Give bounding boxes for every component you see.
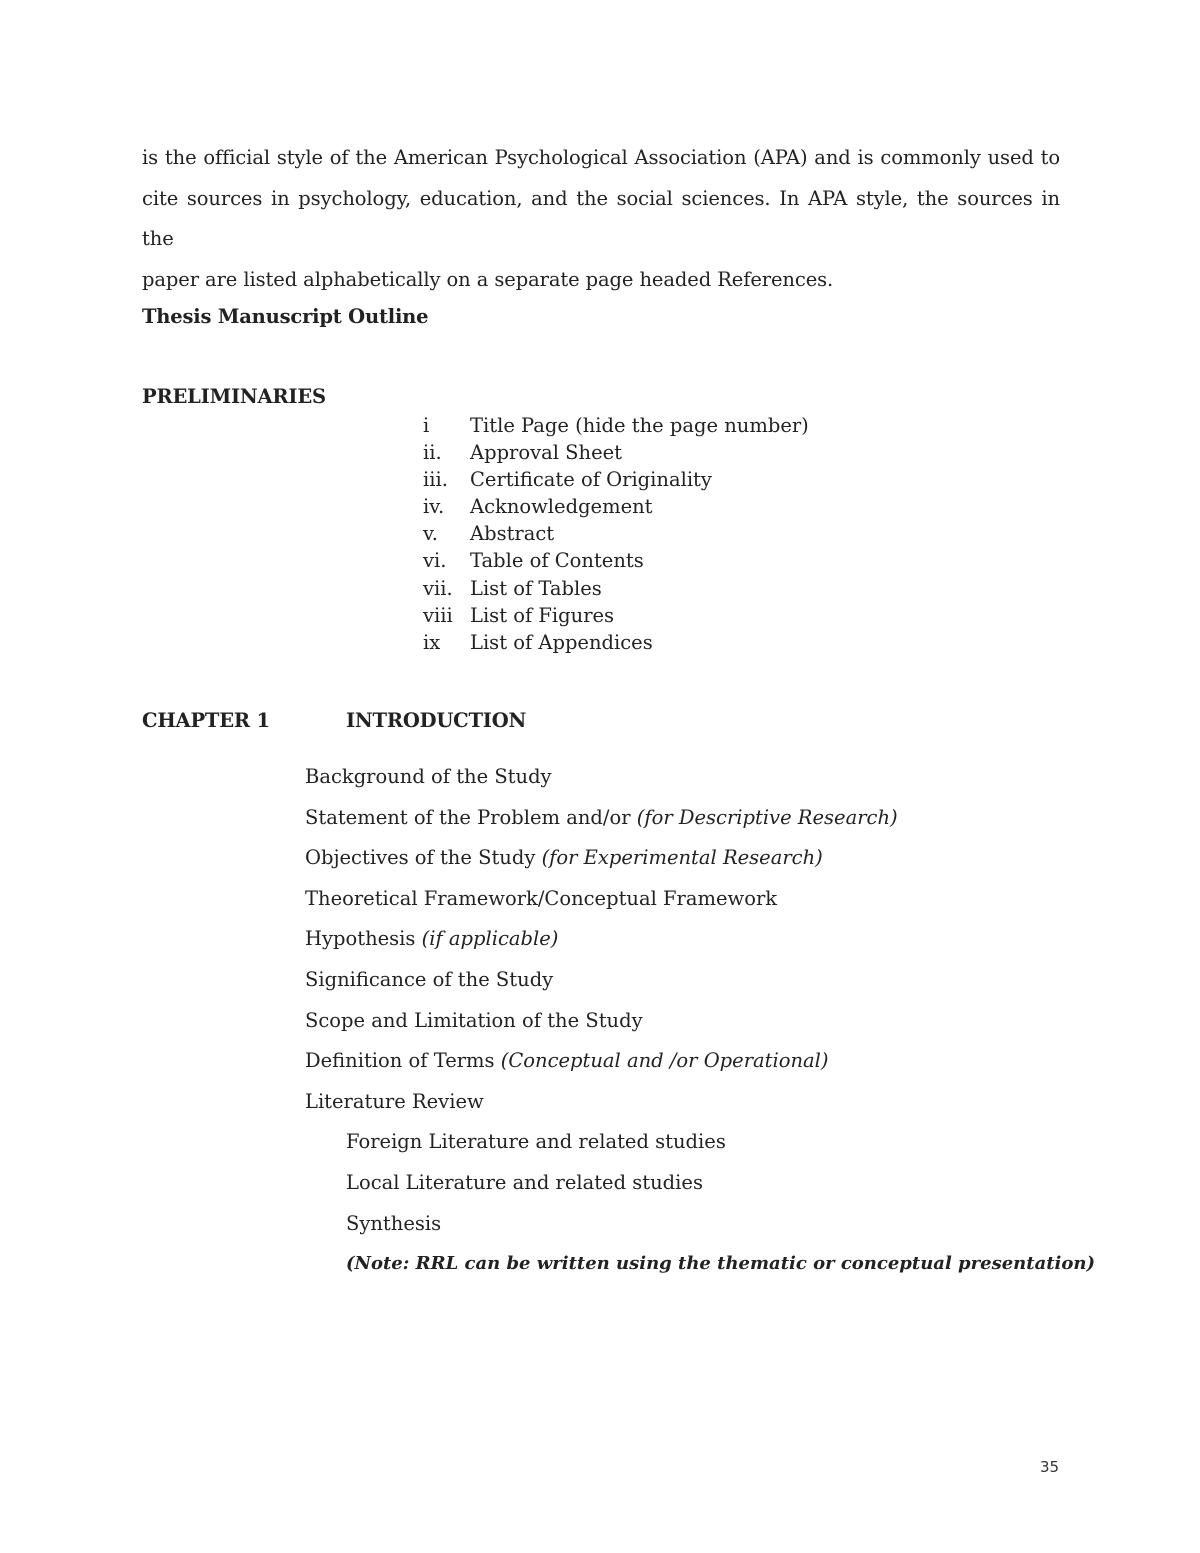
list-item (423, 520, 809, 547)
item-number: viii (423, 603, 453, 627)
item-note: (Conceptual and /or Operational) (500, 1049, 829, 1073)
item-label: List of Figures (470, 603, 615, 627)
item-number: vii. (423, 576, 453, 600)
list-item (423, 602, 809, 629)
item-number: vi. (423, 549, 447, 573)
sub-list-item: Foreign Literature and related studies (346, 1130, 726, 1154)
item-text: Scope and Limitation of the Study (305, 1008, 643, 1032)
item-number: i (423, 414, 430, 437)
list-item (423, 466, 809, 493)
list-item (305, 801, 1095, 842)
item-text: Objectives of the Study (305, 846, 542, 870)
list-item (305, 1044, 1095, 1085)
item-text: Background of the Study (305, 765, 552, 788)
list-item (305, 1004, 1095, 1045)
item-text: Definition of Terms (305, 1049, 501, 1073)
page-number: 35 (1040, 1458, 1060, 1476)
list-item (305, 882, 1095, 923)
item-text: Significance of the Study (305, 967, 554, 991)
list-item (423, 547, 809, 574)
item-number: v. (423, 522, 438, 546)
list-item (305, 963, 1095, 1004)
list-item (305, 841, 1095, 882)
item-note: (for Descriptive Research) (636, 805, 898, 829)
item-label: Certificate of Originality (470, 468, 712, 492)
item-note: (for Experimental Research) (541, 846, 823, 870)
item-number: ix (423, 630, 441, 654)
item-label: Title Page (hide the page number) (470, 414, 809, 437)
sub-list-item: Local Literature and related studies (346, 1170, 703, 1194)
intro-paragraph (142, 138, 1060, 300)
item-note: (if applicable) (421, 927, 559, 951)
list-item (423, 629, 809, 656)
list-item (305, 760, 1095, 801)
item-label: Acknowledgement (470, 495, 653, 519)
item-text: Theoretical Framework/Conceptual Framework (305, 886, 778, 910)
outline-title: Thesis Manuscript Outline (142, 305, 429, 328)
list-item (423, 439, 809, 466)
item-number: iii. (423, 468, 448, 492)
intro-line-3: paper are listed alphabetically on a separate page headed References. (142, 267, 834, 291)
rrl-note: (Note: RRL can be written using the thematic or conceptual presentation) (346, 1253, 1095, 1275)
list-item (423, 412, 809, 439)
intro-line-2: cite sources in psychology, education, and the social sciences. In APA style, the sources in the (142, 186, 1060, 250)
item-number: iv. (423, 495, 445, 519)
item-label: Table of Contents (470, 549, 644, 573)
preliminaries-list (423, 412, 809, 656)
intro-line-1: is the official style of the American Psychological Association (APA) and is commonly used to (142, 146, 1060, 169)
item-text: Hypothesis (305, 927, 422, 951)
item-text: Statement of the Problem and/or (305, 805, 637, 829)
chapter-title: INTRODUCTION (346, 709, 527, 732)
item-label: List of Appendices (470, 630, 653, 654)
item-text: Literature Review (305, 1089, 484, 1113)
item-label: List of Tables (470, 576, 602, 600)
list-item (423, 575, 809, 602)
chapter-label: CHAPTER 1 (142, 709, 270, 732)
list-item (305, 922, 1095, 963)
preliminaries-heading: PRELIMINARIES (142, 385, 326, 408)
item-label: Approval Sheet (470, 441, 623, 465)
list-item (305, 1085, 1095, 1126)
list-item (423, 493, 809, 520)
chapter-outline-list (305, 760, 1095, 1288)
item-label: Abstract (470, 522, 555, 546)
item-number: ii. (423, 441, 442, 465)
sub-list-item: Synthesis (346, 1211, 442, 1235)
